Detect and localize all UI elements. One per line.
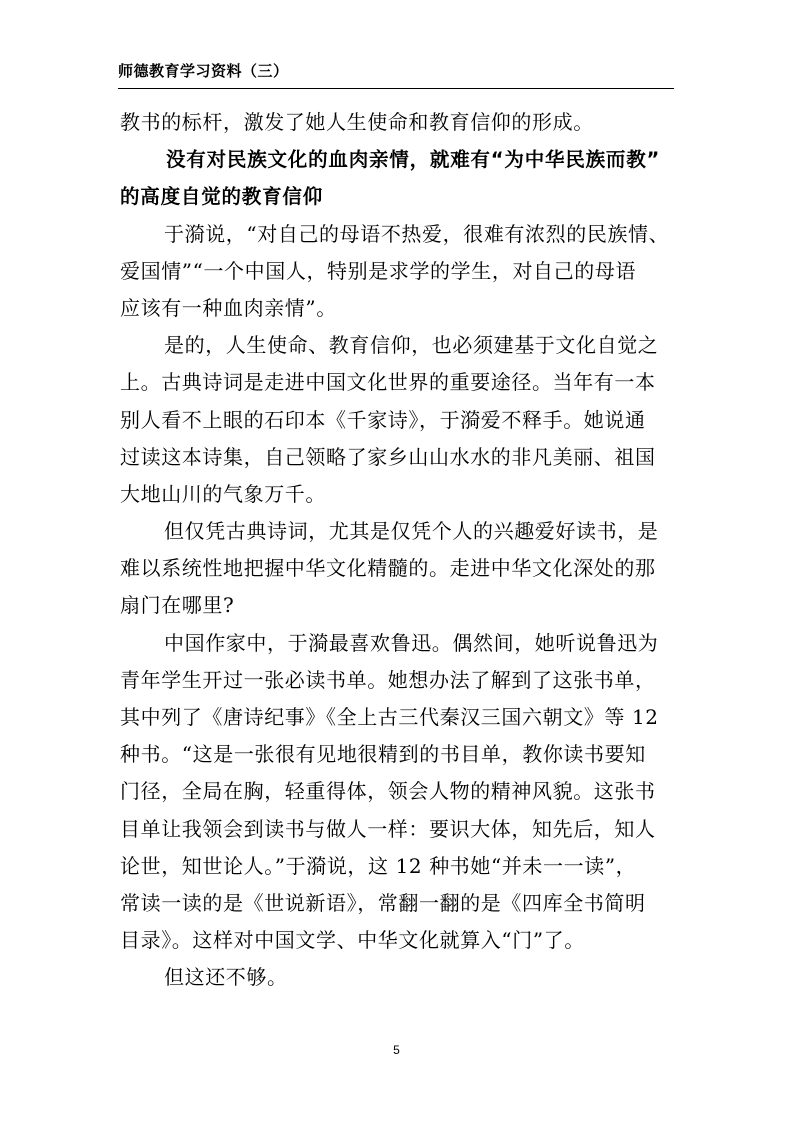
body-line: 但这还不够。 (164, 965, 288, 990)
body-line: 目单让我领会到读书与做人一样：要识大体，知先后，知人 (120, 816, 656, 841)
body-line: 其中列了《唐诗纪事》《全上古三代秦汉三国六朝文》等 12 (120, 705, 659, 729)
section-heading-continuation: 的高度自觉的教育信仰 (120, 185, 324, 209)
body-line: 大地山川的气象万千。 (120, 481, 326, 506)
body-line: 青年学生开过一张必读书单。她想办法了解到了这张书单， (120, 667, 656, 692)
body-line: 难以系统性地把握中华文化精髓的。走进中华文化深处的那 (120, 556, 656, 581)
header-divider (118, 88, 674, 89)
body-line: 门径，全局在胸，轻重得体，领会人物的精神风貌。这张书 (120, 779, 656, 804)
body-line: 上。古典诗词是走进中国文化世界的重要途径。当年有一本 (120, 370, 656, 395)
body-line: 于漪说，“对自己的母语不热爱，很难有浓烈的民族情、 (164, 221, 670, 246)
body-line: 种书。“这是一张很有见地很精到的书目单，教你读书要知 (120, 742, 646, 767)
body-line: 论世，知世论人。”于漪说，这 12 种书她“并未一一读”， (120, 853, 637, 878)
body-line: 教书的标杆，激发了她人生使命和教育信仰的形成。 (120, 110, 594, 134)
body-line: 别人看不上眼的石印本《千家诗》，于漪爱不释手。她说通 (120, 407, 646, 432)
body-line: 扇门在哪里? (120, 593, 235, 618)
body-line: 但仅凭古典诗词，尤其是仅凭个人的兴趣爱好读书，是 (164, 519, 659, 544)
document-body (120, 104, 676, 997)
body-line: 常读一读的是《世说新语》，常翻一翻的是《四库全书简明 (120, 890, 646, 915)
body-line: 目录》。这样对中国文学、中华文化就算入“门”了。 (120, 928, 585, 953)
page-number: 5 (393, 1043, 400, 1057)
body-line: 是的，人生使命、教育信仰，也必须建基于文化自觉之 (164, 333, 659, 358)
body-line: 过读这本诗集，自己领略了家乡山山水水的非凡美丽、祖国 (120, 444, 656, 469)
body-line: 爱国情”“一个中国人，特别是求学的学生，对自己的母语 (120, 258, 637, 283)
section-heading: 没有对民族文化的血肉亲情，就难有“为中华民族而教” (166, 148, 661, 172)
body-line: 应该有一种血肉亲情”。 (120, 295, 337, 320)
document-header-title: 师德教育学习资料（三） (118, 62, 289, 80)
body-line: 中国作家中，于漪最喜欢鲁迅。偶然间，她听说鲁迅为 (164, 630, 659, 655)
